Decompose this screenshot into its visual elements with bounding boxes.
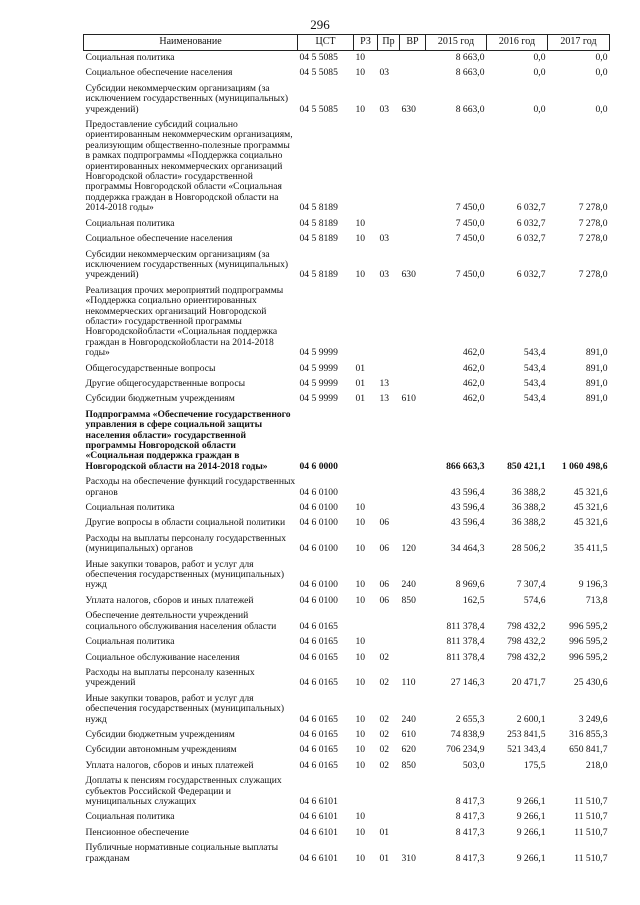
row-value-2015: 7 450,0 bbox=[455, 269, 485, 281]
row-cst: 04 5 9999 bbox=[299, 347, 338, 359]
page-number: 296 bbox=[310, 17, 330, 32]
row-name: Социальное обслуживание населения bbox=[85, 651, 240, 663]
table-row bbox=[84, 501, 610, 516]
row-pr bbox=[378, 609, 400, 635]
row-name: Субсидии бюджетным учреждениям bbox=[85, 393, 235, 405]
row-value-2015: 706 234,9 bbox=[446, 744, 485, 756]
table-row bbox=[84, 609, 610, 635]
header-2017: 2017 год bbox=[548, 35, 610, 51]
table-row bbox=[84, 666, 610, 692]
table-row bbox=[84, 692, 610, 728]
row-value-2016: 20 471,7 bbox=[511, 677, 546, 689]
row-value-2015: 8 417,3 bbox=[455, 852, 485, 864]
row-value-2017: 996 595,2 bbox=[569, 636, 608, 648]
row-rz bbox=[354, 118, 378, 217]
row-value-2016: 9 266,1 bbox=[516, 811, 546, 823]
row-cst: 04 5 8189 bbox=[299, 202, 338, 214]
row-pr: 06 bbox=[379, 579, 390, 591]
row-pr: 06 bbox=[379, 594, 390, 606]
row-rz: 10 bbox=[355, 811, 366, 823]
row-rz: 10 bbox=[355, 103, 366, 115]
row-value-2017: 650 841,7 bbox=[569, 744, 608, 756]
table-row bbox=[84, 841, 610, 867]
row-name: Социальная политика bbox=[85, 502, 175, 514]
table-header bbox=[84, 35, 610, 51]
row-value-2016: 175,5 bbox=[523, 759, 546, 771]
header-vr: ВР bbox=[400, 35, 426, 51]
header-cst: ЦСТ bbox=[298, 35, 354, 51]
row-rz: 10 bbox=[355, 269, 366, 281]
row-value-2015: 811 378,4 bbox=[446, 651, 485, 663]
row-pr: 02 bbox=[379, 744, 390, 756]
row-value-2017: 25 430,6 bbox=[573, 677, 608, 689]
row-value-2017: 891,0 bbox=[585, 377, 608, 389]
row-cst: 04 6 0100 bbox=[299, 486, 338, 498]
row-value-2015: 74 838,9 bbox=[450, 728, 485, 740]
row-value-2017: 713,8 bbox=[585, 594, 608, 606]
row-name: Социальная политика bbox=[85, 811, 175, 823]
row-name: Доплаты к пенсиям государственных служащих субъектов Российской Федерации и муниципальных служащих bbox=[85, 775, 282, 807]
row-vr: 240 bbox=[401, 713, 416, 725]
budget-table bbox=[83, 34, 610, 867]
row-value-2017: 891,0 bbox=[585, 393, 608, 405]
row-rz: 10 bbox=[355, 826, 366, 838]
row-vr: 630 bbox=[401, 269, 416, 281]
row-vr: 610 bbox=[401, 393, 416, 405]
row-pr bbox=[378, 118, 400, 217]
row-value-2016: 28 506,2 bbox=[511, 543, 546, 555]
row-name: Субсидии автономным учреждениям bbox=[85, 744, 237, 756]
row-value-2015: 8 417,3 bbox=[455, 811, 485, 823]
row-value-2015: 7 450,0 bbox=[455, 202, 485, 214]
row-vr bbox=[400, 501, 426, 516]
row-value-2016: 574,6 bbox=[523, 594, 546, 606]
row-pr bbox=[378, 635, 400, 650]
table-row bbox=[84, 118, 610, 217]
row-vr bbox=[400, 217, 426, 232]
row-rz bbox=[354, 609, 378, 635]
row-pr: 01 bbox=[379, 826, 390, 838]
row-value-2015: 503,0 bbox=[462, 759, 485, 771]
row-pr: 13 bbox=[379, 393, 390, 405]
row-value-2015: 462,0 bbox=[462, 347, 485, 359]
table-row bbox=[84, 408, 610, 475]
row-pr bbox=[378, 475, 400, 501]
row-cst: 04 5 8189 bbox=[299, 217, 338, 229]
row-pr bbox=[378, 51, 400, 67]
row-value-2015: 162,5 bbox=[462, 594, 485, 606]
table-row bbox=[84, 532, 610, 558]
row-rz bbox=[354, 284, 378, 362]
row-value-2015: 811 378,4 bbox=[446, 636, 485, 648]
row-cst: 04 5 9999 bbox=[299, 377, 338, 389]
table-row bbox=[84, 743, 610, 758]
row-value-2016: 253 841,5 bbox=[507, 728, 546, 740]
row-name: Субсидии бюджетным учреждениям bbox=[85, 728, 235, 740]
row-value-2017: 996 595,2 bbox=[569, 651, 608, 663]
row-cst: 04 5 5085 bbox=[299, 103, 338, 115]
row-rz: 10 bbox=[355, 517, 366, 529]
row-pr: 06 bbox=[379, 517, 390, 529]
row-rz: 10 bbox=[355, 233, 366, 245]
row-rz: 10 bbox=[355, 713, 366, 725]
table-row bbox=[84, 810, 610, 825]
row-value-2016: 543,4 bbox=[523, 362, 546, 374]
table-row bbox=[84, 217, 610, 232]
row-rz: 10 bbox=[355, 502, 366, 514]
table-row bbox=[84, 558, 610, 594]
row-rz: 10 bbox=[355, 852, 366, 864]
row-vr bbox=[400, 232, 426, 247]
row-cst: 04 5 9999 bbox=[299, 362, 338, 374]
row-vr bbox=[400, 377, 426, 392]
row-cst: 04 5 8189 bbox=[299, 269, 338, 281]
row-value-2017: 0,0 bbox=[595, 52, 608, 63]
row-rz bbox=[354, 475, 378, 501]
row-value-2016: 2 600,1 bbox=[516, 713, 546, 725]
row-value-2017: 7 278,0 bbox=[578, 269, 608, 281]
table-row bbox=[84, 651, 610, 666]
row-value-2017: 218,0 bbox=[585, 759, 608, 771]
table-row bbox=[84, 759, 610, 774]
row-name: Субсидии некоммерческим организациям (за исключением государственных (муниципальных) учреждений) bbox=[85, 82, 289, 115]
row-rz bbox=[354, 774, 378, 810]
row-value-2016: 850 421,1 bbox=[507, 460, 546, 472]
row-cst: 04 6 0000 bbox=[299, 460, 338, 472]
table-row bbox=[84, 82, 610, 118]
row-cst: 04 6 0100 bbox=[299, 517, 338, 529]
row-name: Реализация прочих мероприятий подпрограммы «Поддержка социально ориентированных некоммерческих организаций Новгородской области» государственной программы Новгородскойобласти «Социальная поддержка граждан в Новгородскойобласти на 2014-2018 годы» bbox=[85, 284, 284, 359]
row-name: Подпрограмма «Обеспечение государственного управления в сфере социальной защиты населения области» государственной программы Новгородской области «Социальная поддержка граждан в Новгородской области на 2014-2018 годы» bbox=[85, 408, 291, 472]
row-cst: 04 6 0165 bbox=[299, 636, 338, 648]
row-cst: 04 6 0165 bbox=[299, 651, 338, 663]
row-value-2016: 798 432,2 bbox=[507, 620, 546, 632]
row-value-2015: 7 450,0 bbox=[455, 233, 485, 245]
row-value-2016: 9 266,1 bbox=[516, 795, 546, 807]
row-value-2017: 11 510,7 bbox=[574, 795, 608, 807]
row-pr: 02 bbox=[379, 728, 390, 740]
row-name: Социальная политика bbox=[85, 52, 175, 63]
row-name: Публичные нормативные социальные выплаты гражданам bbox=[85, 842, 279, 864]
row-cst: 04 6 0100 bbox=[299, 502, 338, 514]
header-name: Наименование bbox=[84, 35, 298, 51]
row-value-2015: 8 663,0 bbox=[455, 103, 485, 115]
row-value-2015: 43 596,4 bbox=[450, 486, 485, 498]
row-value-2017: 7 278,0 bbox=[578, 217, 608, 229]
table-row bbox=[84, 362, 610, 377]
row-value-2015: 866 663,3 bbox=[446, 460, 485, 472]
row-pr bbox=[378, 501, 400, 516]
row-vr bbox=[400, 826, 426, 841]
row-vr bbox=[400, 635, 426, 650]
header-2015: 2015 год bbox=[426, 35, 487, 51]
row-vr bbox=[400, 609, 426, 635]
row-rz: 01 bbox=[355, 393, 366, 405]
row-value-2017: 11 510,7 bbox=[574, 811, 608, 823]
row-value-2017: 996 595,2 bbox=[569, 620, 608, 632]
row-cst: 04 6 0165 bbox=[299, 677, 338, 689]
row-cst: 04 5 5085 bbox=[299, 67, 338, 79]
row-value-2017: 0,0 bbox=[595, 67, 608, 79]
row-value-2017: 35 411,5 bbox=[574, 543, 608, 555]
row-name: Расходы на выплаты персоналу казенных учреждений bbox=[85, 666, 255, 689]
row-cst: 04 5 9999 bbox=[299, 393, 338, 405]
row-pr bbox=[378, 810, 400, 825]
row-pr bbox=[378, 362, 400, 377]
row-value-2017: 45 321,6 bbox=[573, 517, 608, 529]
table-row bbox=[84, 728, 610, 743]
row-value-2015: 8 663,0 bbox=[455, 52, 485, 63]
row-vr bbox=[400, 118, 426, 217]
row-pr: 03 bbox=[379, 269, 390, 281]
row-vr: 630 bbox=[401, 103, 416, 115]
row-pr: 02 bbox=[379, 713, 390, 725]
row-vr: 850 bbox=[401, 759, 416, 771]
row-value-2017: 11 510,7 bbox=[574, 852, 608, 864]
row-cst: 04 6 6101 bbox=[299, 826, 338, 838]
row-name: Общегосударственные вопросы bbox=[85, 362, 216, 374]
header-2016: 2016 год bbox=[487, 35, 548, 51]
row-value-2016: 0,0 bbox=[533, 103, 546, 115]
row-rz: 10 bbox=[355, 677, 366, 689]
table-row bbox=[84, 232, 610, 247]
header-rz: РЗ bbox=[354, 35, 378, 51]
row-value-2016: 0,0 bbox=[533, 52, 546, 63]
table-row bbox=[84, 51, 610, 67]
row-rz: 10 bbox=[355, 579, 366, 591]
row-rz: 10 bbox=[355, 728, 366, 740]
row-name: Уплата налогов, сборов и иных платежей bbox=[85, 594, 254, 606]
row-name: Расходы на выплаты персоналу государственных (муниципальных) органов bbox=[85, 532, 287, 555]
row-rz bbox=[354, 408, 378, 475]
row-value-2017: 0,0 bbox=[595, 103, 608, 115]
row-rz: 10 bbox=[355, 543, 366, 555]
row-value-2017: 7 278,0 bbox=[578, 202, 608, 214]
row-vr bbox=[400, 284, 426, 362]
row-cst: 04 6 0165 bbox=[299, 744, 338, 756]
row-vr bbox=[400, 66, 426, 81]
row-value-2015: 462,0 bbox=[462, 393, 485, 405]
row-pr: 03 bbox=[379, 233, 390, 245]
row-vr bbox=[400, 408, 426, 475]
row-value-2015: 2 655,3 bbox=[455, 713, 485, 725]
row-vr: 110 bbox=[401, 677, 416, 689]
row-vr bbox=[400, 362, 426, 377]
row-value-2015: 462,0 bbox=[462, 362, 485, 374]
row-cst: 04 6 0165 bbox=[299, 713, 338, 725]
row-value-2015: 811 378,4 bbox=[446, 620, 485, 632]
row-vr bbox=[400, 516, 426, 531]
row-name: Уплата налогов, сборов и иных платежей bbox=[85, 759, 254, 771]
row-vr bbox=[400, 51, 426, 67]
row-vr: 620 bbox=[401, 744, 416, 756]
row-pr: 02 bbox=[379, 677, 390, 689]
row-value-2017: 891,0 bbox=[585, 362, 608, 374]
row-cst: 04 6 0100 bbox=[299, 543, 338, 555]
row-cst: 04 6 6101 bbox=[299, 852, 338, 864]
row-pr: 13 bbox=[379, 377, 390, 389]
row-cst: 04 6 0100 bbox=[299, 579, 338, 591]
row-value-2017: 3 249,6 bbox=[578, 713, 608, 725]
row-value-2016: 6 032,7 bbox=[516, 217, 546, 229]
row-pr: 03 bbox=[379, 103, 390, 115]
row-vr: 850 bbox=[401, 594, 416, 606]
row-pr: 02 bbox=[379, 651, 390, 663]
row-value-2016: 36 388,2 bbox=[511, 517, 546, 529]
row-name: Социальное обеспечение населения bbox=[85, 67, 233, 79]
table-row bbox=[84, 475, 610, 501]
header-pr: Пр bbox=[378, 35, 400, 51]
row-vr: 240 bbox=[401, 579, 416, 591]
table-row bbox=[84, 594, 610, 609]
row-vr: 120 bbox=[401, 543, 416, 555]
table-row bbox=[84, 516, 610, 531]
row-value-2015: 8 969,6 bbox=[455, 579, 485, 591]
row-name: Другие общегосударственные вопросы bbox=[85, 377, 246, 389]
row-cst: 04 6 0165 bbox=[299, 728, 338, 740]
row-cst: 04 6 0165 bbox=[299, 759, 338, 771]
row-pr bbox=[378, 284, 400, 362]
row-rz: 10 bbox=[355, 744, 366, 756]
row-rz: 10 bbox=[355, 67, 366, 79]
row-value-2015: 34 464,3 bbox=[450, 543, 485, 555]
row-vr: 310 bbox=[401, 852, 416, 864]
row-pr: 03 bbox=[379, 67, 390, 79]
row-value-2016: 6 032,7 bbox=[516, 269, 546, 281]
row-value-2015: 7 450,0 bbox=[455, 217, 485, 229]
row-rz: 01 bbox=[355, 362, 366, 374]
table-body bbox=[84, 51, 610, 868]
row-pr: 06 bbox=[379, 543, 390, 555]
row-cst: 04 6 0165 bbox=[299, 620, 338, 632]
row-value-2015: 8 663,0 bbox=[455, 67, 485, 79]
row-pr: 02 bbox=[379, 759, 390, 771]
row-value-2015: 43 596,4 bbox=[450, 502, 485, 514]
row-pr bbox=[378, 217, 400, 232]
table-row bbox=[84, 635, 610, 650]
row-name: Предоставление субсидий социально ориентированным некоммерческим организациям, реализующим общественно-полезные программы в рамках подпрограммы «Поддержка социально ориентированных некоммерческих организаций Новгородской области» государственной программы Новгородской области «Социальная поддержка граждан в Новгородской области на 2014-2018 годы» bbox=[85, 119, 293, 214]
row-value-2016: 9 266,1 bbox=[516, 852, 546, 864]
row-name: Расходы на обеспечение функций государственных органов bbox=[85, 476, 296, 498]
row-vr bbox=[400, 810, 426, 825]
row-value-2015: 43 596,4 bbox=[450, 517, 485, 529]
row-rz: 10 bbox=[355, 52, 366, 63]
header-row bbox=[84, 35, 610, 51]
row-value-2016: 7 307,4 bbox=[516, 579, 546, 591]
row-value-2017: 45 321,6 bbox=[573, 486, 608, 498]
row-value-2016: 543,4 bbox=[523, 377, 546, 389]
row-vr bbox=[400, 774, 426, 810]
row-value-2015: 8 417,3 bbox=[455, 795, 485, 807]
row-name: Субсидии некоммерческим организациям (за исключением государственных (муниципальных) учреждений) bbox=[85, 248, 289, 281]
row-vr: 610 bbox=[401, 728, 416, 740]
row-value-2016: 6 032,7 bbox=[516, 233, 546, 245]
row-value-2016: 0,0 bbox=[533, 67, 546, 79]
row-value-2016: 6 032,7 bbox=[516, 202, 546, 214]
row-name: Обеспечение деятельности учреждений социального обслуживания населения области bbox=[85, 610, 277, 632]
row-cst: 04 6 6101 bbox=[299, 811, 338, 823]
row-value-2016: 521 343,4 bbox=[507, 744, 546, 756]
row-rz: 10 bbox=[355, 217, 366, 229]
row-value-2017: 891,0 bbox=[585, 347, 608, 359]
row-value-2016: 543,4 bbox=[523, 393, 546, 405]
row-name: Социальное обеспечение населения bbox=[85, 233, 233, 245]
row-value-2017: 7 278,0 bbox=[578, 233, 608, 245]
row-value-2016: 798 432,2 bbox=[507, 636, 546, 648]
row-value-2016: 798 432,2 bbox=[507, 651, 546, 663]
table-row bbox=[84, 774, 610, 810]
row-value-2017: 1 060 498,6 bbox=[561, 460, 608, 472]
row-name: Пенсионное обеспечение bbox=[85, 826, 189, 838]
row-value-2015: 462,0 bbox=[462, 377, 485, 389]
table-row bbox=[84, 392, 610, 407]
row-rz: 10 bbox=[355, 759, 366, 771]
row-value-2015: 27 146,3 bbox=[450, 677, 485, 689]
row-cst: 04 6 0100 bbox=[299, 594, 338, 606]
table-row bbox=[84, 377, 610, 392]
row-cst: 04 6 6101 bbox=[299, 795, 338, 807]
row-name: Социальная политика bbox=[85, 217, 175, 229]
row-value-2017: 9 196,3 bbox=[578, 579, 608, 591]
row-cst: 04 5 5085 bbox=[299, 52, 338, 63]
row-rz: 01 bbox=[355, 377, 366, 389]
row-value-2015: 8 417,3 bbox=[455, 826, 485, 838]
row-vr bbox=[400, 475, 426, 501]
table-row bbox=[84, 826, 610, 841]
row-value-2017: 45 321,6 bbox=[573, 502, 608, 514]
row-name: Иные закупки товаров, работ и услуг для обеспечения государственных (муниципальных) нужд bbox=[85, 692, 285, 725]
row-value-2016: 9 266,1 bbox=[516, 826, 546, 838]
row-name: Другие вопросы в области социальной политики bbox=[85, 517, 286, 529]
row-rz: 10 bbox=[355, 636, 366, 648]
row-rz: 10 bbox=[355, 651, 366, 663]
table-row bbox=[84, 284, 610, 362]
row-value-2016: 36 388,2 bbox=[511, 502, 546, 514]
row-cst: 04 5 8189 bbox=[299, 233, 338, 245]
row-pr bbox=[378, 774, 400, 810]
table-row bbox=[84, 66, 610, 81]
row-vr bbox=[400, 651, 426, 666]
row-rz: 10 bbox=[355, 594, 366, 606]
row-value-2017: 11 510,7 bbox=[574, 826, 608, 838]
row-value-2016: 36 388,2 bbox=[511, 486, 546, 498]
row-pr: 01 bbox=[379, 852, 390, 864]
row-value-2017: 316 855,3 bbox=[569, 728, 608, 740]
row-name: Социальная политика bbox=[85, 636, 175, 648]
row-value-2016: 543,4 bbox=[523, 347, 546, 359]
table-row bbox=[84, 248, 610, 284]
row-pr bbox=[378, 408, 400, 475]
row-name: Иные закупки товаров, работ и услуг для обеспечения государственных (муниципальных) нужд bbox=[85, 558, 285, 591]
